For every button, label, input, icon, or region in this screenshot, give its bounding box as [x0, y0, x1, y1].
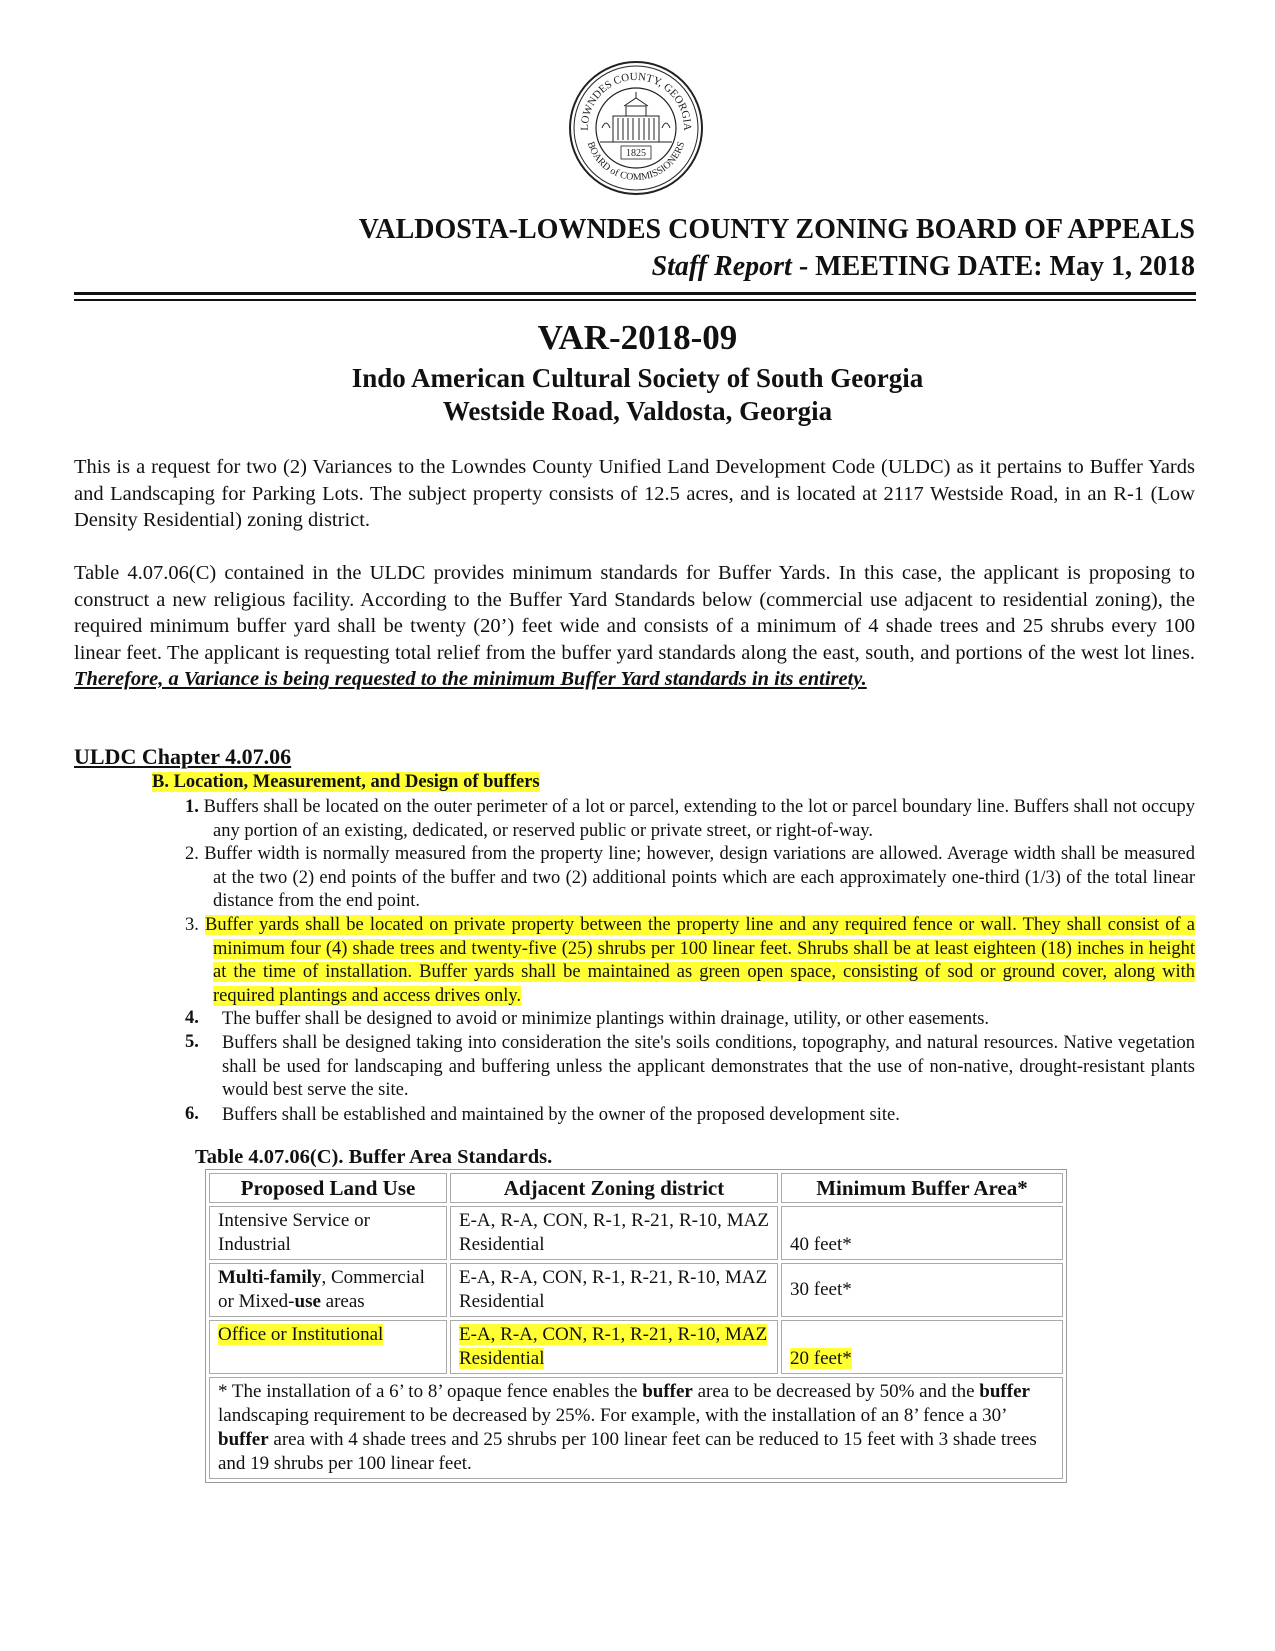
cell-buffer: 40 feet* — [781, 1206, 1063, 1260]
section-b-heading — [152, 772, 540, 793]
footnote-bold: buffer — [979, 1381, 1030, 1402]
chapter-heading: ULDC Chapter 4.07.06 — [74, 744, 292, 769]
cell-buffer: 30 feet* — [781, 1263, 1063, 1317]
footnote-text: landscaping requirement to be decreased by 25%. For example, with the installation of an 8’ fence a 30’ — [218, 1405, 1007, 1426]
seal-bottom-text: BOARD of COMMISSIONERS — [584, 140, 688, 184]
table-footnote-row — [209, 1377, 1063, 1479]
bold-use: use — [294, 1291, 321, 1312]
table-row — [209, 1206, 1063, 1260]
cell-land-use: Intensive Service or Industrial — [209, 1206, 447, 1260]
col-header-zoning: Adjacent Zoning district — [450, 1173, 778, 1203]
item-number: 3. — [185, 915, 199, 935]
item-text: The buffer shall be designed to avoid or minimize plantings within drainage, utility, or other easements. — [222, 1009, 990, 1029]
item-number: 5. — [185, 1032, 199, 1052]
footnote-text: * The installation of a 6’ to 8’ opaque fence enables the — [218, 1381, 643, 1402]
county-seal — [566, 58, 706, 198]
table-header-row — [209, 1173, 1063, 1203]
buffer-paragraph-text: Table 4.07.06(C) contained in the ULDC provides minimum standards for Buffer Yards. In this case, the applicant is proposing to construct a new religious facility. According to the Buffer Yard Standards below (commercial use adjacent to residential zoning), the required minimum buffer yard shall be twenty (20’) feet wide and consists of a minimum of 4 shade trees and 25 shrubs every 100 linear feet. The applicant is requesting total relief from the buffer yard standards along the east, south, and portions of the west lot lines. — [74, 562, 1195, 664]
property-location: Westside Road, Valdosta, Georgia — [442, 396, 833, 426]
seal-year: 1825 — [626, 148, 646, 159]
item-text: Buffers shall be established and maintained by the owner of the proposed development site. — [222, 1105, 900, 1125]
buffer-paragraph — [74, 560, 1195, 693]
item-text: Buffer width is normally measured from the property line; however, design variations are allowed. Average width shall be measured at the two (2) end points of the buffer and two (2) additional points which are each approximately one-third (1/3) of the total linear distance from the end point. — [204, 844, 1195, 911]
table-row — [209, 1263, 1063, 1317]
cell-land-use-text: Office or Institutional — [218, 1324, 384, 1345]
buffer-standards-table — [205, 1169, 1067, 1483]
footnote-text: area to be decreased by 50% and the — [692, 1381, 980, 1402]
section-b-title: B. Location, Measurement, and Design of buffers — [152, 772, 540, 792]
table-footnote — [209, 1377, 1063, 1479]
cell-buffer — [781, 1320, 1063, 1374]
board-title: VALDOSTA-LOWNDES COUNTY ZONING BOARD OF APPEALS — [358, 214, 1195, 245]
seal-top-text: LOWNDES COUNTY, GEORGIA — [578, 70, 694, 131]
item-number: 6. — [185, 1104, 199, 1124]
bold-multifamily: Multi-family — [218, 1267, 322, 1288]
footnote-bold: buffer — [218, 1429, 269, 1450]
item-number: 2. — [185, 844, 199, 864]
footnote-text: area with 4 shade trees and 25 shrubs per 100 linear feet can be reduced to 15 feet with 3 shade trees and 19 shrubs per 100 linear feet. — [218, 1429, 1037, 1474]
cell-zoning: E-A, R-A, CON, R-1, R-21, R-10, MAZ Residential — [450, 1263, 778, 1317]
cell-land-use — [209, 1263, 447, 1317]
use-text-a: , Commercial or Mixed- — [218, 1267, 425, 1312]
staff-report-label: Staff Report — [651, 251, 792, 282]
case-number: VAR-2018-09 — [537, 318, 738, 357]
cell-zoning: E-A, R-A, CON, R-1, R-21, R-10, MAZ Residential — [450, 1206, 778, 1260]
col-header-land-use: Proposed Land Use — [209, 1173, 447, 1203]
variance-emphasis: Therefore, a Variance is being requested to the minimum Buffer Yard standards in its entirety. — [74, 668, 867, 690]
cell-buffer-text: 20 feet* — [790, 1348, 852, 1369]
item-text: Buffers shall be designed taking into consideration the site's soils conditions, topography, and natural resources. Native vegetation shall be used for landscaping and buffering unless the applicant demonstrates that the use of non-native, drought-resistant plants would best serve the site. — [222, 1033, 1195, 1100]
item-text: Buffers shall be located on the outer perimeter of a lot or parcel, extending to the lot or parcel boundary line. Buffers shall not occupy any portion of an existing, dedicated, or reserved public or private street, or right-of-way. — [203, 797, 1196, 841]
item-text-highlighted: Buffer yards shall be located on private property between the property line and any required fence or wall. They shall consist of a minimum four (4) shade trees and twenty-five (25) shrubs per 100 linear feet. Shrubs shall be at least eighteen (18) inches in height at the time of installation. Buffer yards shall be maintained as green open space, consisting of sod or ground cover, along with required plantings and access drives only. — [204, 915, 1195, 1006]
item-number: 1. — [185, 797, 199, 817]
list-item — [185, 914, 1195, 1008]
header-rule — [74, 292, 1196, 295]
list-item — [185, 796, 1195, 843]
applicant-name: Indo American Cultural Society of South Georgia — [351, 363, 924, 393]
footnote-bold: buffer — [642, 1381, 693, 1402]
meeting-line — [652, 251, 1195, 283]
header-rule-thin — [74, 299, 1196, 301]
list-item — [185, 843, 1195, 914]
use-text-b: areas — [320, 1291, 365, 1312]
table-caption: Table 4.07.06(C). Buffer Area Standards. — [195, 1146, 553, 1168]
intro-paragraph: This is a request for two (2) Variances to the Lowndes County Unified Land Development Code (ULDC) as it pertains to Buffer Yards and Landscaping for Parking Lots. The subject property consists of 12.5 acres, and is located at 2117 Westside Road, in an R-1 (Low Density Residential) zoning district. — [74, 456, 1195, 531]
cell-land-use — [209, 1320, 447, 1374]
courthouse-icon — [600, 92, 672, 142]
col-header-buffer: Minimum Buffer Area* — [781, 1173, 1063, 1203]
meeting-date: - MEETING DATE: May 1, 2018 — [791, 251, 1195, 282]
cell-zoning — [450, 1320, 778, 1374]
cell-zoning-text: E-A, R-A, CON, R-1, R-21, R-10, MAZ Residential — [459, 1324, 768, 1369]
item-number: 4. — [185, 1008, 199, 1028]
table-row — [209, 1320, 1063, 1374]
